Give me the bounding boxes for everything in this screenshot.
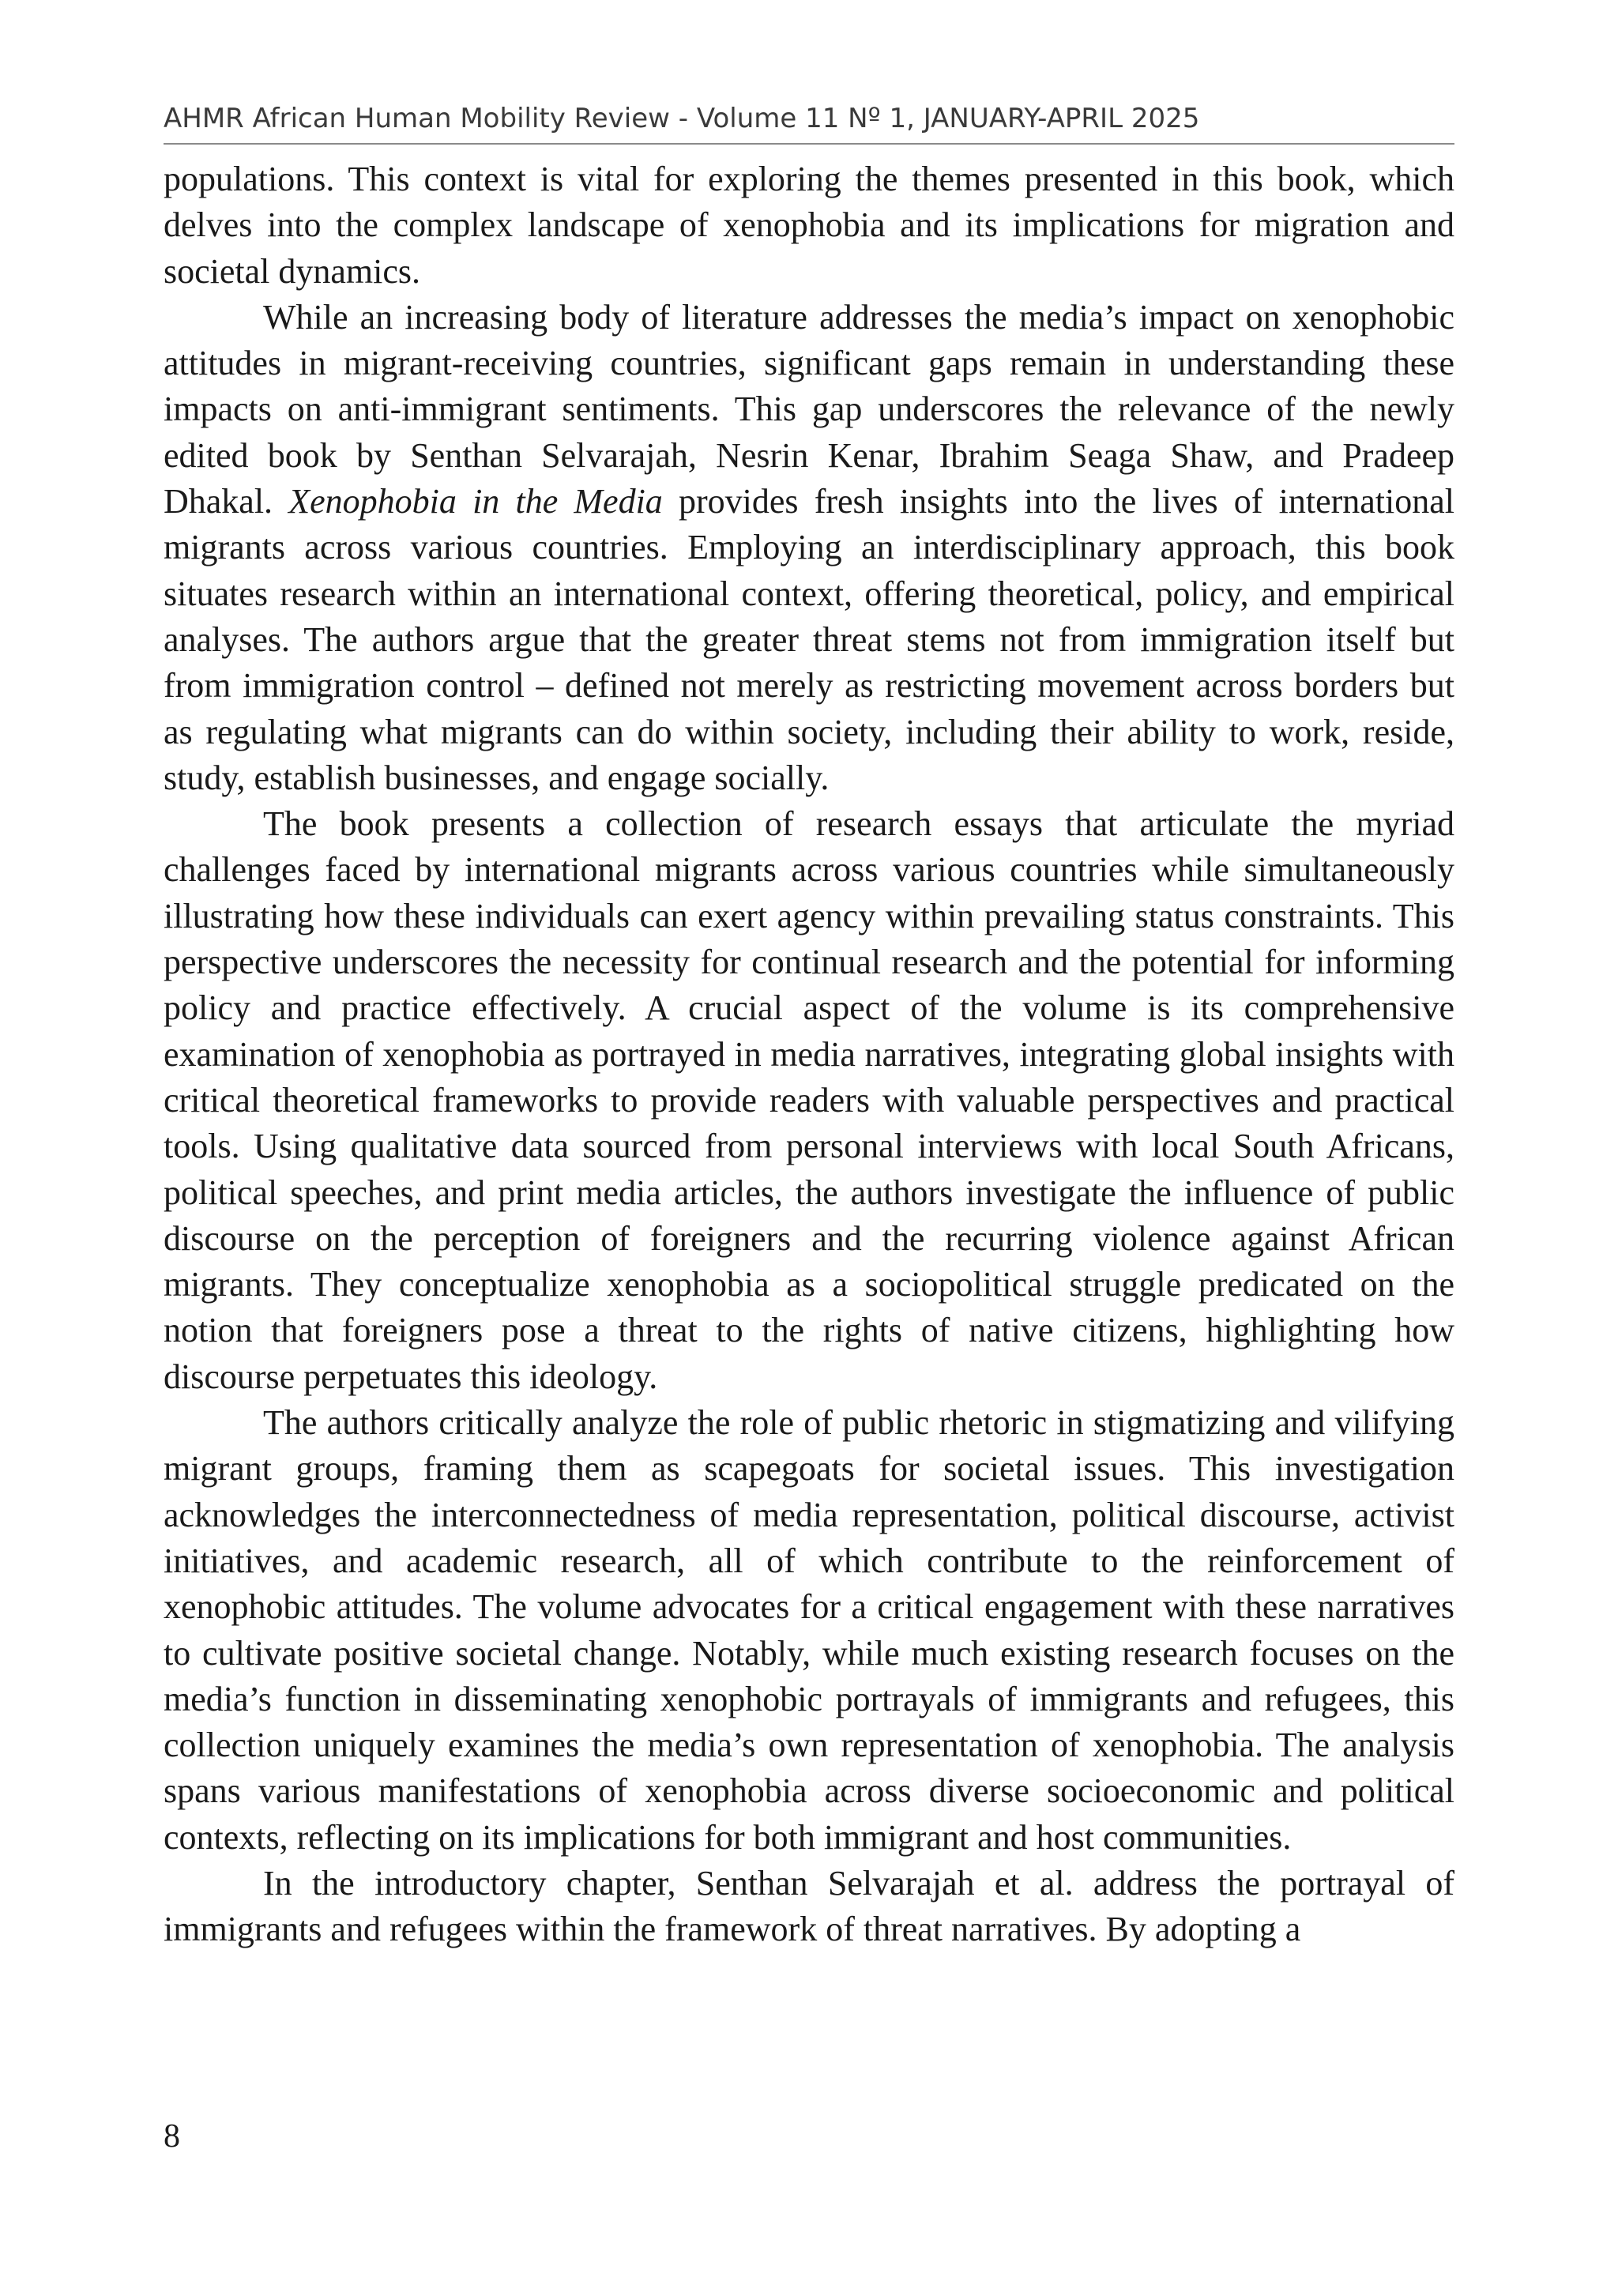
header-rule bbox=[164, 143, 1454, 145]
paragraph-1: populations. This context is vital for exploring the themes presented in this book, which delves into the complex landscape of xenophobia and its implications for migration and societal dynamics. bbox=[164, 160, 1454, 291]
paragraph-2-text-before-title: While an increasing body of literature addresses the media’s impact on xenophobic attitudes in migrant-receiving countries, significant gaps remain in understanding these impacts on anti-immigrant sentiments. This gap underscores the relevance of the newly edited book by Senthan Selvarajah, Nesrin Kenar, Ibrahim Seaga Shaw, and Pradeep Dhakal. bbox=[164, 297, 1454, 521]
paragraph-3: The book presents a collection of research essays that articulate the myriad challenges faced by international migrants across various countries while simultaneously illustrating how these individuals can exert agency within prevailing status constraints. This perspective underscores the necessity for continual research and the potential for informing policy and practice effectively. A crucial aspect of the volume is its comprehensive examination of xenophobia as portrayed in media narratives, integrating global insights with critical theoretical frameworks to provide readers with valuable perspectives and practical tools. Using qualitative data sourced from personal interviews with local South Africans, political speeches, and print media articles, the authors investigate the influence of public discourse on the perception of foreigners and the recurring violence against African migrants. They conceptualize xenophobia as a sociopolitical struggle predicated on the notion that foreigners pose a threat to the rights of native citizens, highlighting how discourse perpetuates this ideology. bbox=[164, 804, 1454, 1396]
book-title: Xenophobia in the Media bbox=[288, 482, 663, 521]
body-text bbox=[164, 156, 1454, 1953]
paragraph-5: In the introductory chapter, Senthan Selvarajah et al. address the portrayal of immigrants and refugees within the framework of threat narratives. By adopting a bbox=[164, 1863, 1454, 1949]
paragraph-4: The authors critically analyze the role of public rhetoric in stigmatizing and vilifying migrant groups, framing them as scapegoats for societal issues. This investigation acknowledges the interconnectedness of media representation, political discourse, activist initiatives, and academic research, all of which contribute to the reinforcement of xenophobic attitudes. The volume advocates for a critical engagement with these narratives to cultivate positive societal change. Notably, while much existing research focuses on the media’s function in disseminating xenophobic portrayals of immigrants and refugees, this collection uniquely examines the media’s own representation of xenophobia. The analysis spans various manifestations of xenophobia across diverse socioeconomic and political contexts, reflecting on its implications for both immigrant and host communities. bbox=[164, 1403, 1454, 1857]
page-number: 8 bbox=[164, 2118, 180, 2155]
paragraph-2 bbox=[164, 295, 1454, 801]
running-head: AHMR African Human Mobility Review - Volume 11 Nº 1, JANUARY-APRIL 2025 bbox=[164, 103, 1200, 134]
paragraph-2-text-after-title: provides fresh insights into the lives of international migrants across various countries. Employing an interdisciplinary approach, this book situates research within an international context, offering theoretical, policy, and empirical analyses. The authors argue that the greater threat stems not from immigration itself but from immigration control – defined not merely as restricting movement across borders but as regulating what migrants can do within society, including their ability to work, reside, study, establish businesses, and engage socially. bbox=[164, 482, 1454, 797]
